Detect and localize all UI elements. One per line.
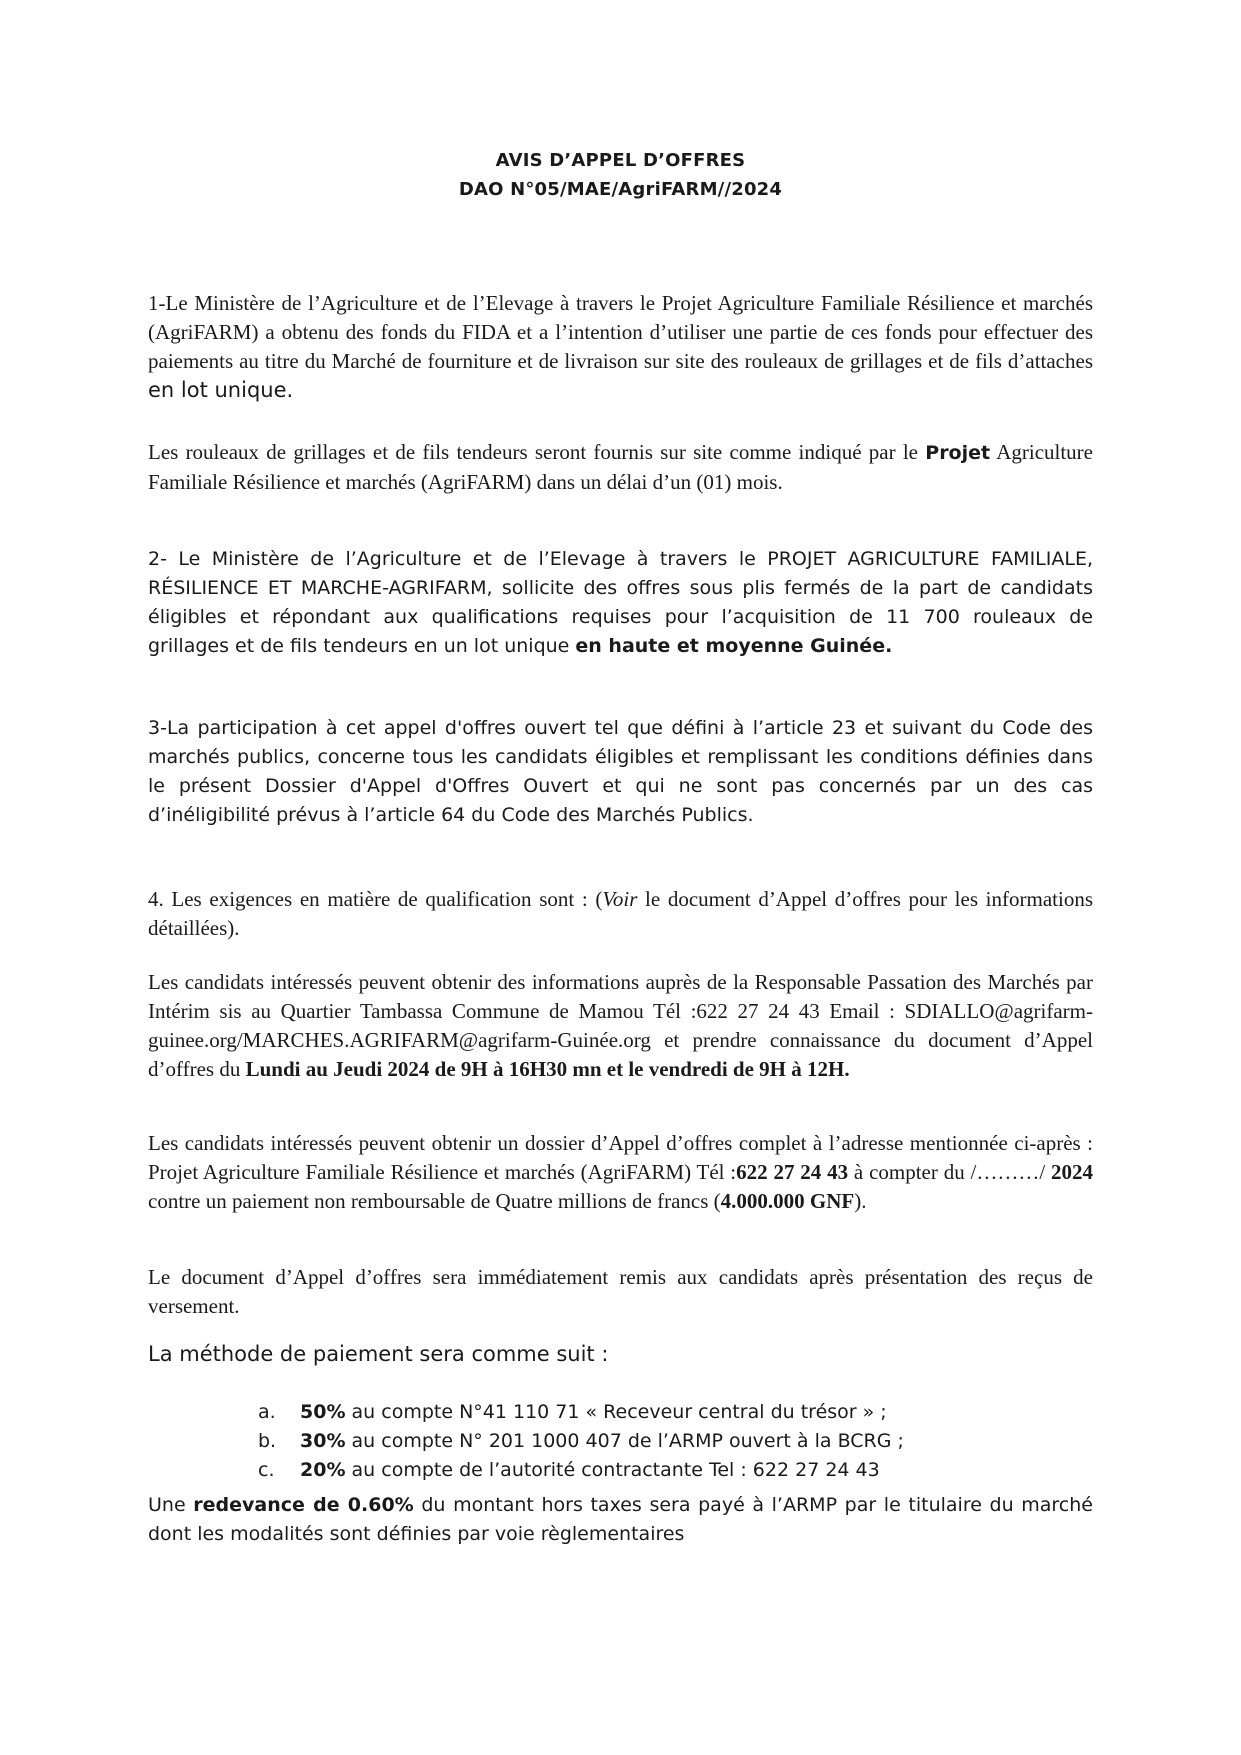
paragraph-participation: 3-La participation à cet appel d'offres ouvert tel que défini à l’article 23 et suivant du Code des marchés publics, concerne tous les candidats éligibles et remplissant les conditions définies dans le présent Dossier d'Appel d'Offres Ouvert et qui ne sont pas concernés par un des cas d’inéligibilité prévus à l’article 64 du Code des Marchés Publics. <box>148 717 1093 826</box>
paragraph-remise: Le document d’Appel d’offres sera immédiatement remis aux candidats après présentation des reçus de versement. <box>148 1265 1093 1318</box>
document-reference: DAO N°05/MAE/AgriFARM//2024 <box>458 179 783 200</box>
payment-heading: La méthode de paiement sera comme suit : <box>148 1342 609 1366</box>
paragraph-solicitation: 2- Le Ministère de l’Agriculture et de l’Elevage à travers le PROJET AGRICULTURE FAMILIALE, RÉSILIENCE ET MARCHE-AGRIFARM, sollicite des offres sous plis fermés de la part de candidats éligibles et répondant aux qualifications requises pour l’acquisition de 11 700 rouleaux de grillages et de fils tendeurs en un lot unique en haute et moyenne Guinée. <box>148 548 1093 657</box>
payment-item: c. 20% au compte de l’autorité contractante Tel : 622 27 24 43 <box>258 1459 880 1481</box>
paragraph-information: Les candidats intéressés peuvent obtenir des informations auprès de la Responsable Passation des Marchés par Intérim sis au Quartier Tambassa Commune de Mamou Tél :622 27 24 43 Email : SDIALLO@agrifarm-guinee.org/MARCHES.AGRIFARM@agrifarm-Guinée.org et prendre connaissance du document d’Appel d’offres du Lundi au Jeudi 2024 de 9H à 16H30 mn et le vendredi de 9H à 12H. <box>148 970 1093 1081</box>
document-title: AVIS D’APPEL D’OFFRES <box>495 150 746 171</box>
payment-list <box>258 1398 1058 1485</box>
paragraph-delivery: Les rouleaux de grillages et de fils tendeurs seront fournis sur site comme indiqué par le Projet Agriculture Familiale Résilience et marchés (AgriFARM) dans un délai d’un (01) mois. <box>148 440 1093 494</box>
paragraph-qualification: 4. Les exigences en matière de qualification sont : (Voir le document d’Appel d’offres pour les informations détaillées). <box>148 887 1093 940</box>
payment-item: b. 30% au compte N° 201 1000 407 de l’ARMP ouvert à la BCRG ; <box>258 1430 904 1452</box>
paragraph-dossier: Les candidats intéressés peuvent obtenir un dossier d’Appel d’offres complet à l’adresse mentionnée ci-après : Projet Agriculture Familiale Résilience et marchés (AgriFARM) Tél :622 27 24 43 à compter du /………/ 2024 contre un paiement non remboursable de Quatre millions de francs (4.000.000 GNF). <box>148 1131 1093 1213</box>
payment-item: a. 50% au compte N°41 110 71 « Receveur central du trésor » ; <box>258 1401 887 1423</box>
paragraph-redevance: Une redevance de 0.60% du montant hors taxes sera payé à l’ARMP par le titulaire du marché dont les modalités sont définies par voie règlementaires <box>148 1494 1093 1545</box>
paragraph-funding: 1-Le Ministère de l’Agriculture et de l’Elevage à travers le Projet Agriculture Familiale Résilience et marchés (AgriFARM) a obtenu des fonds du FIDA et a l’intention d’utiliser une partie de ces fonds pour effectuer des paiements au titre du Marché de fourniture et de livraison sur site des rouleaux de grillages et de fils d’attaches en lot unique. <box>148 291 1093 402</box>
